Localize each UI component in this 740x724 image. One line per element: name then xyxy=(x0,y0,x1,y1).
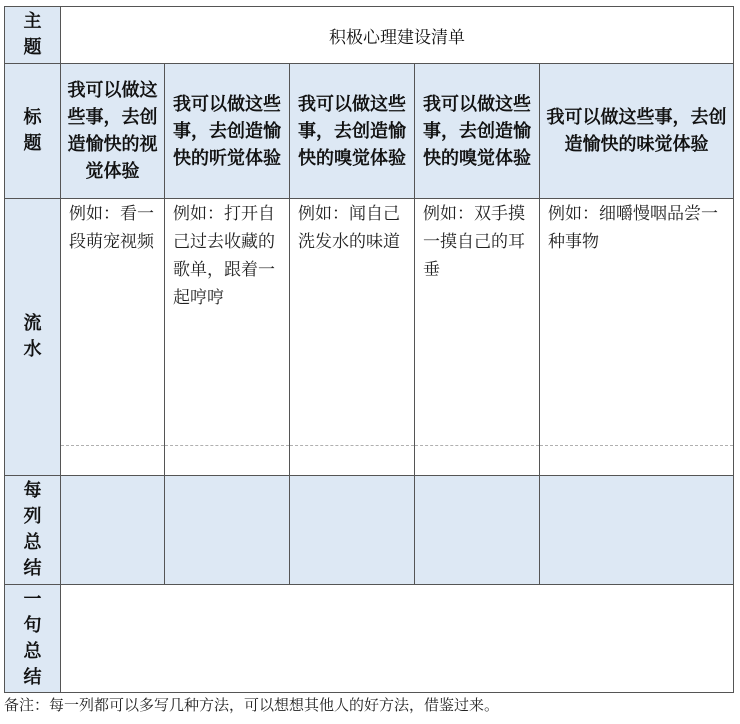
dashed-divider xyxy=(540,445,733,446)
flow-cell-olfactory-2[interactable] xyxy=(415,199,540,476)
flow-cell-olfactory[interactable] xyxy=(290,199,415,476)
dashed-divider xyxy=(61,445,164,446)
dashed-divider xyxy=(415,445,539,446)
dashed-divider xyxy=(165,445,289,446)
row-label-flow xyxy=(5,199,61,476)
column-summary-cell-olfactory[interactable] xyxy=(290,476,415,585)
footnote: 备注：每一列都可以多写几种方法，可以想想其他人的好方法，借鉴过来。 xyxy=(4,696,500,714)
row-label-topic xyxy=(5,7,61,64)
flow-cell-auditory[interactable] xyxy=(165,199,290,476)
flow-example-auditory: 例如：打开自己过去收藏的歌单，跟着一起哼哼 xyxy=(173,204,275,308)
flow-example-olfactory: 例如：闻自己洗发水的味道 xyxy=(298,204,400,252)
flow-example-olfactory-2: 例如：双手摸一摸自己的耳垂 xyxy=(423,204,525,280)
row-label-flow-text: 流水 xyxy=(23,313,42,360)
row-label-headings-text: 标题 xyxy=(23,107,42,154)
row-label-headings xyxy=(5,64,61,199)
column-summary-cell-auditory[interactable] xyxy=(165,476,290,585)
flow-example-taste: 例如：细嚼慢咽品尝一种事物 xyxy=(548,204,718,252)
topic-title: 积极心理建设清单 xyxy=(61,7,734,64)
one-line-summary-cell[interactable] xyxy=(61,585,734,693)
column-summary-cell-taste[interactable] xyxy=(540,476,734,585)
dashed-divider xyxy=(290,445,414,446)
flow-cell-visual[interactable] xyxy=(61,199,165,476)
flow-example-visual: 例如：看一段萌宠视频 xyxy=(69,204,154,252)
column-heading-olfactory: 我可以做这些事，去创造愉快的嗅觉体验 xyxy=(290,64,415,199)
column-heading-visual: 我可以做这些事，去创造愉快的视觉体验 xyxy=(61,64,165,199)
row-label-one-line-summary xyxy=(5,585,61,693)
column-heading-auditory: 我可以做这些事，去创造愉快的听觉体验 xyxy=(165,64,290,199)
row-label-column-summary-text: 每列总结 xyxy=(23,480,42,579)
row-label-one-line-summary-text: 一句总结 xyxy=(23,588,42,688)
positive-psychology-table xyxy=(4,6,734,693)
row-label-column-summary xyxy=(5,476,61,585)
column-heading-taste: 我可以做这些事，去创造愉快的味觉体验 xyxy=(540,64,734,199)
flow-cell-taste[interactable] xyxy=(540,199,734,476)
column-heading-olfactory-2: 我可以做这些事，去创造愉快的嗅觉体验 xyxy=(415,64,540,199)
column-summary-cell-visual[interactable] xyxy=(61,476,165,585)
column-summary-cell-olfactory-2[interactable] xyxy=(415,476,540,585)
row-label-topic-text: 主题 xyxy=(23,11,42,58)
